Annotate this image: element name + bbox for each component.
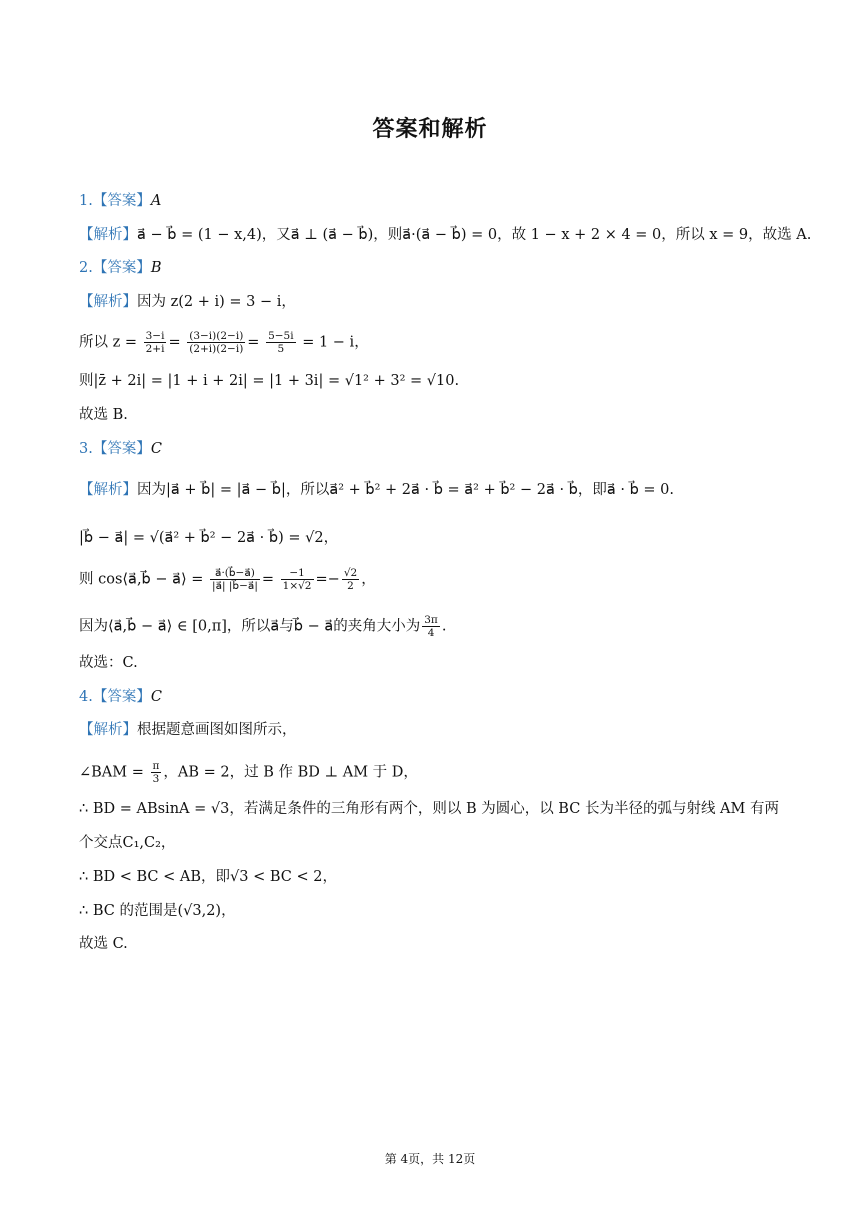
answer-tag: 【答案】 (92, 260, 151, 276)
answer-value: B (150, 260, 162, 276)
fraction (266, 330, 296, 355)
denominator: 5 (277, 343, 285, 355)
analysis-line: 故选：C. (79, 655, 138, 671)
analysis-text: a⃗ − b⃗ = (1 − x,4)，又a⃗ ⊥ (a⃗ − b⃗)，则a⃗·(a⃗ − b⃗) = 0，故 1 − x + 2 × 4 = 0，所以 x = 9，故选 A. (137, 227, 812, 243)
numerator: √2 (343, 567, 358, 579)
analysis-line: ∴ BC 的范围是(√3,2)， (79, 903, 236, 919)
item-number: 3. (79, 441, 93, 457)
analysis-text: 根据题意画图如图所示， (137, 722, 297, 738)
analysis-tag: 【解析】 (79, 722, 137, 738)
analysis-line: ∴ BD = ABsinA = √3，若满足条件的三角形有两个，则以 B 为圆心，以 BC 长为半径的弧与射线 AM 有两 (79, 801, 779, 817)
numerator: 5−5i (268, 330, 294, 342)
text: 因为⟨a⃗,b⃗ − a⃗⟩ ∈ [0,π]，所以a⃗与b⃗ − a⃗的夹角大小为 (79, 618, 421, 635)
page-footer: 第 4页，共 12页 (384, 1152, 476, 1166)
item-number: 1. (79, 193, 93, 209)
text: ， (361, 571, 376, 588)
numerator: 3π (424, 614, 438, 626)
fraction (210, 567, 260, 592)
analysis-line: |b⃗ − a⃗| = √(a⃗² + b⃗² − 2a⃗ · b⃗) = √2， (79, 530, 339, 546)
analysis-line: 故选 B. (79, 407, 128, 423)
answer-line-1 (79, 191, 161, 211)
numerator: π (152, 760, 160, 772)
fraction (144, 330, 167, 355)
text: . (441, 618, 447, 635)
text: ，AB = 2，过 B 作 BD ⊥ AM 于 D， (163, 764, 418, 781)
item-number: 4. (79, 689, 93, 705)
analysis-line (79, 225, 811, 245)
numerator: 3−i (145, 330, 165, 342)
denominator: 2 (347, 580, 354, 592)
page-title: 答案和解析 (372, 117, 488, 142)
analysis-line (79, 292, 296, 312)
answer-tag: 【答案】 (92, 689, 151, 705)
answer-tag: 【答案】 (92, 193, 151, 209)
text: = 1 − i， (302, 334, 369, 351)
numerator: (3−i)(2−i) (189, 330, 244, 342)
analysis-line (79, 760, 418, 785)
fraction (342, 567, 359, 592)
numerator: −1 (281, 567, 314, 580)
analysis-line (79, 720, 297, 740)
analysis-line: ∴ BD < BC < AB，即√3 < BC < 2， (79, 869, 337, 885)
analysis-tag: 【解析】 (79, 227, 137, 243)
fraction (281, 567, 314, 592)
analysis-text: 因为 z(2 + i) = 3 − i， (137, 294, 296, 310)
answer-line-2 (79, 258, 162, 278)
answer-line-4 (79, 687, 162, 707)
analysis-line: 则|z̄ + 2i| = |1 + i + 2i| = |1 + 3i| = √1² + 3² = √10. (79, 373, 460, 389)
denominator: 4 (427, 627, 435, 639)
analysis-line: 则 cos⟨a⃗,b⃗ − a⃗⟩ = $\frac{a⃗\cdot(b⃗-a⃗)}{|a⃗| |b⃗-a⃗|}$ = $\frac{-1}{1\times√2}$ =− $\frac{√2}{2}$ ， (79, 567, 376, 592)
denominator: 3 (152, 773, 160, 785)
analysis-text: 因为|a⃗ + b⃗| = |a⃗ − b⃗|，所以a⃗² + b⃗² + 2a⃗ · b⃗ = a⃗² + b⃗² − 2a⃗ · b⃗，即a⃗ · b⃗ = 0. (137, 482, 674, 498)
answer-tag: 【答案】 (92, 441, 151, 457)
numerator: a⃗·(b⃗−a⃗) (210, 567, 260, 580)
denominator: |a⃗| |b⃗−a⃗| (212, 580, 258, 592)
analysis-line (79, 614, 446, 639)
answer-value: A (150, 193, 162, 209)
analysis-line: 所以 z = $\frac{3-i}{2+i}$ = $\frac{(3-i)(2-i)}{(2+i)(2-i)}$ = $\frac{5-5i}{5}$ = 1 − i， (79, 330, 369, 355)
text: ∠BAM = (79, 764, 144, 781)
text: 所以 z = (79, 334, 138, 351)
answer-value: C (150, 689, 162, 705)
analysis-tag: 【解析】 (79, 294, 137, 310)
denominator: 1×√2 (282, 580, 312, 592)
text: =− (315, 571, 340, 588)
fraction (422, 614, 440, 639)
analysis-line (79, 480, 674, 500)
text: 则 cos⟨a⃗,b⃗ − a⃗⟩ = (79, 571, 204, 588)
fraction (151, 760, 162, 785)
denominator: (2+i)(2−i) (189, 343, 244, 355)
item-number: 2. (79, 260, 93, 276)
analysis-line: 个交点C₁,C₂， (79, 835, 176, 851)
answer-value: C (150, 441, 162, 457)
answer-line-3 (79, 439, 162, 459)
analysis-line: 故选 C. (79, 936, 128, 952)
denominator: 2+i (145, 343, 165, 355)
analysis-tag: 【解析】 (79, 482, 137, 498)
fraction (187, 330, 245, 355)
